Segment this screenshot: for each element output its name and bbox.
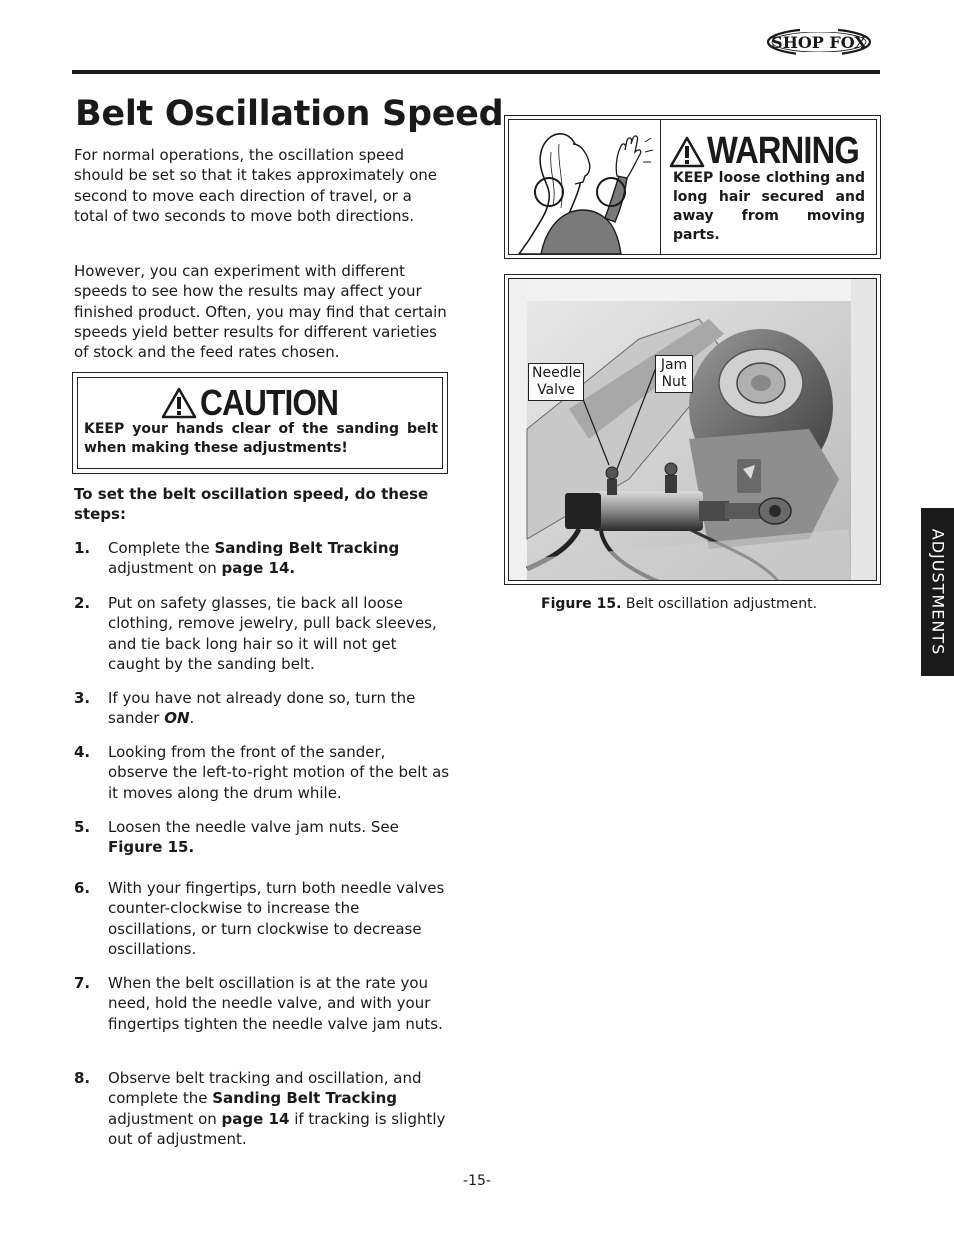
svg-text:SHOP FOX: SHOP FOX <box>771 33 867 52</box>
warning-triangle-icon <box>669 136 705 168</box>
needle-valve-label: Needle Valve <box>528 363 584 401</box>
steps-intro: To set the belt oscillation speed, do these steps: <box>74 485 429 524</box>
caution-text: KEEP your hands clear of the sanding belt when making these adjustments! <box>84 421 438 456</box>
step-number: 1. <box>74 539 91 557</box>
step-number: 3. <box>74 689 91 707</box>
page-title: Belt Oscillation Speed <box>75 94 504 134</box>
figure-caption: Figure 15. Belt oscillation adjustment. <box>541 596 818 612</box>
hair-hazard-illustration <box>511 122 657 254</box>
caution-heading <box>161 383 357 423</box>
side-tab-label: ADJUSTMENTS <box>928 528 947 656</box>
caution-triangle-icon <box>161 387 197 419</box>
step-number: 5. <box>74 818 91 836</box>
warning-heading <box>669 130 884 173</box>
step-number: 8. <box>74 1069 91 1087</box>
header-rule <box>72 70 880 74</box>
step-number: 7. <box>74 974 91 992</box>
figure-15-photo <box>508 278 877 581</box>
page-number: -15- <box>463 1173 491 1189</box>
caution-word: CAUTION <box>200 382 339 423</box>
warning-word: WARNING <box>707 130 859 172</box>
step-number: 2. <box>74 594 91 612</box>
intro-paragraph-2: However, you can experiment with different speeds to see how the results may affect your finished product. Often, you may find that certain speeds yield better results for different varieties of stock and the feed rates chosen. <box>74 262 447 362</box>
step-number: 4. <box>74 743 91 761</box>
shop-fox-logo <box>766 24 872 60</box>
jam-nut-label: Jam Nut <box>655 355 693 393</box>
intro-paragraph-1: For normal operations, the oscillation speed should be set so that it takes approximately one second to move each direction of travel, or a total of two seconds to move both directions. <box>74 146 437 225</box>
warning-box <box>504 115 881 259</box>
caution-box <box>72 372 448 474</box>
section-side-tab <box>921 508 954 676</box>
figure-15-photo-frame <box>504 274 881 585</box>
warning-text: KEEP loose clothing and long hair secured and away from moving parts. <box>673 170 865 243</box>
step-number: 6. <box>74 879 91 897</box>
